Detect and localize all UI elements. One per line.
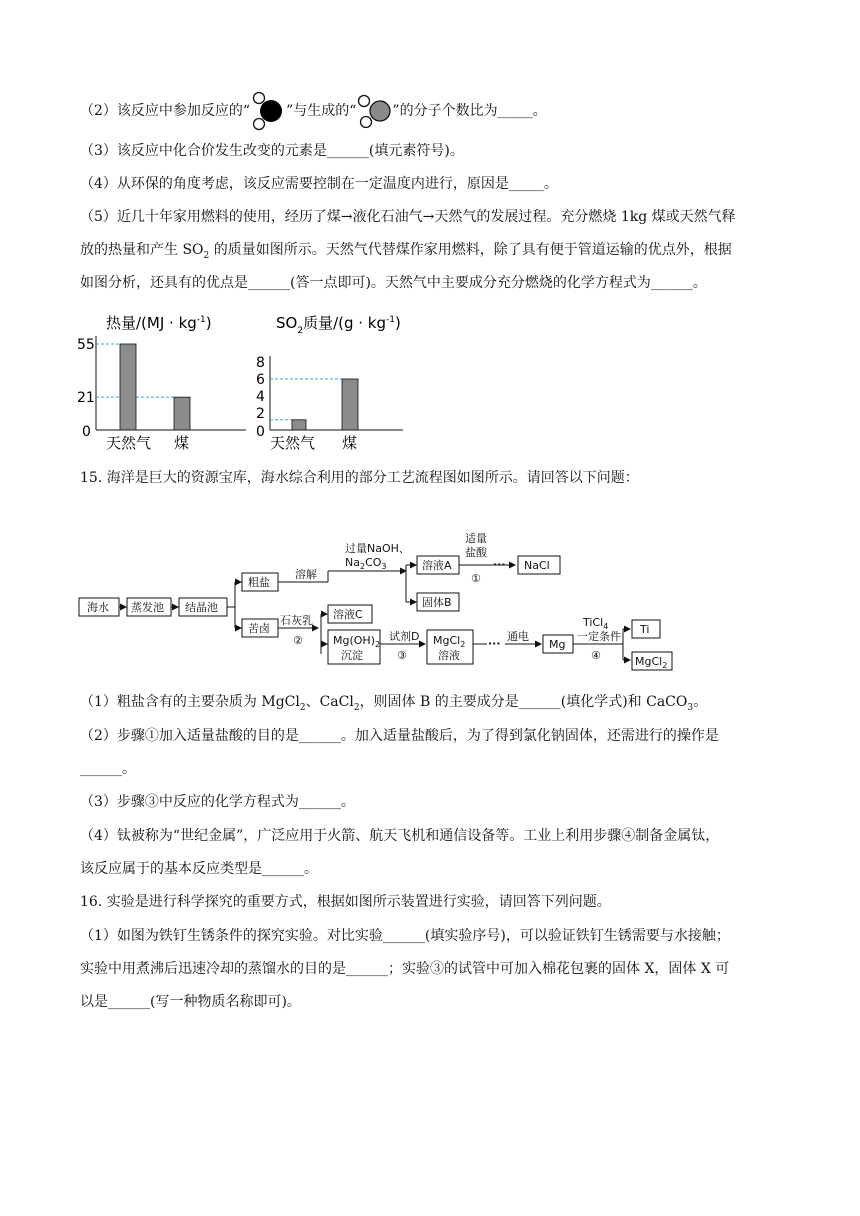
so2-bar-chart	[248, 306, 408, 456]
q14-part2: （2）该反应中参加反应的“ ”与生成的“ ”的分子个数比为_____。	[80, 90, 547, 132]
svg-text:粗盐: 粗盐	[248, 576, 270, 589]
svg-text:沉淀: 沉淀	[341, 649, 363, 662]
chart2-bar-coal	[342, 379, 358, 430]
chart2-tick-6: 6	[256, 372, 265, 388]
svg-text:溶液C: 溶液C	[333, 608, 363, 621]
q16-stem: 16. 实验是进行科学探究的重要方式，根据如图所示装置进行实验，请回答下列问题。	[80, 894, 611, 910]
chart2-tick-8: 8	[256, 355, 265, 371]
svg-text:盐酸: 盐酸	[465, 546, 487, 559]
q15-part4-line2: 该反应属于的基本反应类型是______。	[80, 861, 318, 877]
chart1-tick-0: 0	[82, 424, 91, 440]
q16-part1-line1: （1）如图为铁钉生锈条件的探究实验。对比实验______(填实验序号)，可以验证铁钉生锈需要与水接触；	[80, 928, 730, 944]
heat-bar-chart	[70, 306, 250, 456]
q15-part2-line2: ______。	[80, 761, 136, 777]
svg-text:溶解: 溶解	[295, 568, 317, 581]
svg-text:苦卤: 苦卤	[248, 622, 270, 635]
svg-text:溶液A: 溶液A	[422, 559, 452, 572]
q14-part4: （4）从环保的角度考虑，该反应需要控制在一定温度内进行，原因是_____。	[80, 176, 558, 192]
svg-text:试剂D: 试剂D	[389, 630, 420, 643]
seawater-process-flowchart	[75, 532, 680, 680]
svg-text:MgCl2: MgCl$_2$	[635, 655, 668, 670]
chart1-bar-coal	[174, 397, 190, 430]
svg-text:海水: 海水	[87, 601, 109, 614]
svg-text:③: ③	[397, 649, 407, 662]
chart1-bar-natural-gas	[120, 344, 136, 430]
chart1-tick-55: 55	[77, 337, 95, 353]
chart2-title: $SO_2$质量$/(g \cdot kg^{-1})$	[276, 314, 401, 336]
svg-text:过量NaOH、: 过量NaOH、	[345, 542, 410, 555]
svg-text:···: ···	[493, 558, 506, 571]
q14-part5-line1: （5）近几十年家用燃料的使用，经历了煤→液化石油气→天然气的发展过程。充分燃烧 1kg 煤或天然气释	[80, 209, 736, 225]
q15-part4-line1: （4）钛被称为“世纪金属”，广泛应用于火箭、航天飞机和通信设备等。工业上利用步骤④制备金属钛，	[80, 828, 720, 844]
chart1-tick-21: 21	[77, 390, 95, 407]
chart1-title: 热量$/(MJ \cdot kg^{-1})$	[106, 314, 212, 332]
svg-text:①: ①	[471, 572, 481, 585]
q14-part3: （3）该反应中化合价发生改变的元素是______(填元素符号)。	[80, 143, 464, 159]
chart1-category-coal: 煤	[174, 434, 190, 452]
q15-part2-line1: （2）步骤①加入适量盐酸的目的是______。加入适量盐酸后，为了得到氯化钠固体，还需进行的操作是	[80, 728, 719, 744]
chart2-tick-4: 4	[256, 389, 265, 405]
svg-text:Mg: Mg	[549, 638, 566, 651]
chart1-category-natural-gas: 天然气	[106, 434, 152, 452]
svg-text:一定条件: 一定条件	[577, 630, 621, 643]
chart2-tick-0: 0	[256, 424, 265, 440]
product-molecule-icon	[356, 93, 392, 129]
svg-text:···: ···	[488, 637, 501, 650]
svg-text:溶液: 溶液	[438, 649, 460, 662]
svg-text:②: ②	[293, 634, 303, 647]
chart2-category-natural-gas: 天然气	[270, 434, 316, 452]
chart2-category-coal: 煤	[342, 434, 358, 452]
svg-text:④: ④	[591, 649, 601, 662]
svg-text:Ti: Ti	[640, 623, 650, 636]
q14-part5-line2: 放的热量和产生 $SO_2$ 的质量如图所示。天然气代替煤作家用燃料，除了具有便于管道运输的优点外，根据	[80, 242, 732, 261]
q15-part3: （3）步骤③中反应的化学方程式为______。	[80, 794, 355, 810]
svg-text:结晶池: 结晶池	[185, 601, 218, 614]
svg-text:固体B: 固体B	[422, 596, 452, 609]
svg-text:NaCl: NaCl	[524, 559, 550, 572]
q14-part5-line3: 如图分析，还具有的优点是______(答一点即可)。天然气中主要成分充分燃烧的化学方程式为______。	[80, 275, 707, 291]
q15-stem: 15. 海洋是巨大的资源宝库，海水综合利用的部分工艺流程图如图所示。请回答以下问题：	[80, 470, 639, 486]
svg-text:Na2CO3: $Na_2CO_3$	[345, 556, 387, 571]
q16-part1-line3: 以是______(写一种物质名称即可)。	[80, 994, 301, 1010]
svg-text:适量: 适量	[465, 532, 487, 545]
svg-text:MgCl2: MgCl$_2$	[433, 634, 466, 649]
svg-text:蒸发池: 蒸发池	[131, 601, 164, 614]
q15-part1: （1）粗盐含有的主要杂质为 MgCl$_2$、CaCl$_2$，则固体 B 的主要成分是______(填化学式)和 CaCO$_3$。	[80, 694, 708, 713]
svg-text:通电: 通电	[507, 630, 529, 643]
chart2-tick-2: 2	[256, 406, 265, 422]
svg-text:TiCl4: TiCl$_4$	[583, 616, 609, 631]
q16-part1-line2: 实验中用煮沸后迅速冷却的蒸馏水的目的是______；实验③的试管中可加入棉花包裹的固体 X，固体 X 可	[80, 961, 730, 977]
reactant-molecule-icon	[250, 90, 286, 132]
svg-text:Mg(OH)2: $Mg(OH)_2$	[333, 634, 381, 649]
chart2-bar-natural-gas	[292, 420, 306, 430]
svg-text:石灰乳: 石灰乳	[280, 614, 313, 627]
